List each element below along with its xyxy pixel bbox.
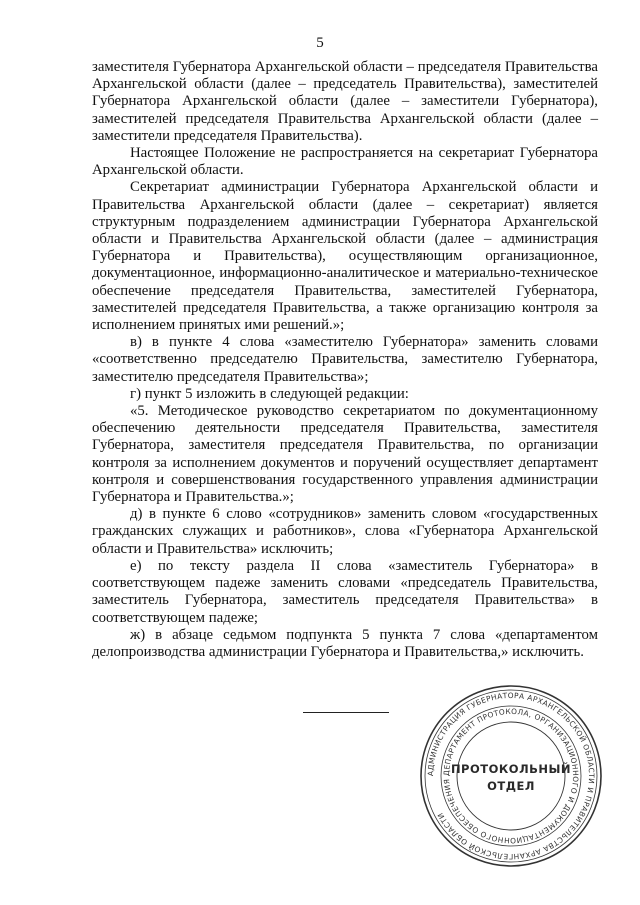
svg-text:АДМИНИСТРАЦИЯ ГУБЕРНАТОРА АРХА [426, 691, 596, 861]
paragraph-item-v: в) в пункте 4 слова «заместителю Губернатора» заменить словами «соответственно председателю Правительства, заместителю Губернатора, заместителю председателя Правительства»; [92, 334, 598, 385]
paragraph-item-zh: ж) в абзаце седьмом подпункта 5 пункта 7 слова «департаментом делопроизводства администрации Губернатора и Правительства,» исключить. [92, 626, 598, 660]
paragraph-continuation: заместителя Губернатора Архангельской области – председателя Правительства Архангельской области (далее – председатель Правительства), заместителей Губернатора Архангельской области (далее – заместители Губернатора), заместителей председателя Правительства Архангельской области (далее – заместители председателя Правительства). [92, 59, 598, 144]
paragraph-item-e: е) по тексту раздела II слова «заместитель Губернатора» в соответствующем падеже заменить словами «председатель Правительства, заместитель Губернатора, заместитель председателя Правительства» в соответствующем падеже; [92, 557, 598, 626]
paragraph-item-g: г) пункт 5 изложить в следующей редакции: [130, 385, 409, 402]
page-number: 5 [316, 35, 324, 51]
stamp-center-line2: ОТДЕЛ [487, 779, 535, 793]
stamp-inner-ring-text: ДЕПАРТАМЕНТ ПРОТОКОЛА, ОРГАНИЗАЦИОННОГО И ДОКУМЕНТАЦИОННОГО ОБЕСПЕЧЕНИЯ [441, 706, 581, 846]
paragraph-not-applicable: Настоящее Положение не распространяется на секретариат Губернатора Архангельской области. [92, 145, 598, 179]
separator-line [303, 712, 389, 713]
stamp-seal-graphic [418, 683, 604, 869]
official-stamp [418, 683, 604, 869]
document-body [92, 59, 598, 661]
paragraph-secretariat-definition: Секретариат администрации Губернатора Архангельской области и Правительства Архангельской области (далее – секретариат) является структурным подразделением администрации Губернатора Архангельской области и Правительства Архангельской области (далее – администрация Губернатора и Правительства), осуществляющим организационное, документационное, информационно-аналитическое и материально-техническое обеспечение председателя Правительства, заместителей Губернатора, заместителей председателя Правительства, а также организацию контроля за исполнением принятых ими решений.»; [92, 179, 598, 334]
paragraph-point-5: «5. Методическое руководство секретариатом по документационному обеспечению деятельности председателя Правительства, заместителя Губернатора, заместителя председателя Правительства, по организации контроля за исполнением документов и поручений осуществляет департамент контроля и совершенствования государственного управления администрации Губернатора и Правительства.»; [92, 403, 598, 506]
paragraph-item-d: д) в пункте 6 слово «сотрудников» заменить словом «государственных гражданских служащих и работников», слова «Губернатора Архангельской области и Правительства» исключить; [92, 506, 598, 557]
stamp-center-line1: ПРОТОКОЛЬНЫЙ [450, 762, 572, 776]
stamp-outer-ring-text: АДМИНИСТРАЦИЯ ГУБЕРНАТОРА АРХАНГЕЛЬСКОЙ ОБЛАСТИ И ПРАВИТЕЛЬСТВА АРХАНГЕЛЬСКОЙ ОБЛАСТИ [425, 690, 597, 862]
